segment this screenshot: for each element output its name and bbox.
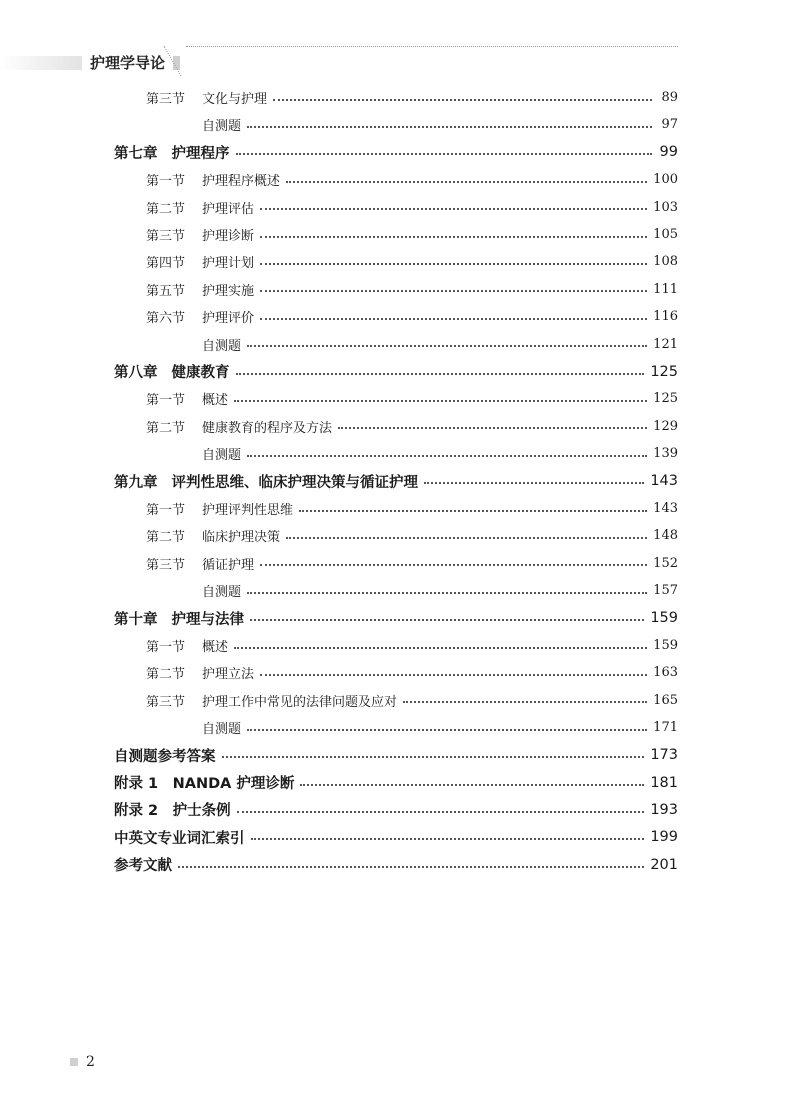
toc-dot-leader bbox=[250, 619, 644, 621]
toc-entry-page: 159 bbox=[650, 610, 678, 627]
toc-entry-number: 第三节 bbox=[146, 92, 186, 107]
toc-section-entry bbox=[0, 440, 800, 467]
book-title: 护理学导论 bbox=[82, 50, 173, 76]
toc-dot-leader bbox=[237, 811, 645, 813]
toc-entry-page: 111 bbox=[653, 281, 678, 297]
footer-marker bbox=[70, 1058, 78, 1066]
toc-entry-page: 143 bbox=[650, 473, 678, 490]
toc-dot-leader bbox=[403, 701, 647, 703]
toc-entry-number: 第七章 bbox=[114, 145, 158, 162]
toc-section-entry bbox=[0, 687, 800, 714]
toc-dot-leader bbox=[260, 290, 647, 292]
running-header bbox=[0, 40, 800, 80]
toc-section-entry bbox=[0, 166, 800, 193]
toc-entry-page: 171 bbox=[653, 720, 678, 736]
toc-entry-title: 循证护理 bbox=[202, 557, 255, 573]
toc-dot-leader bbox=[247, 345, 647, 347]
toc-entry-title: 自测题 bbox=[202, 119, 242, 135]
toc-entry-page: 148 bbox=[653, 528, 678, 544]
toc-entry-title: 自测题 bbox=[202, 338, 242, 354]
toc-chapter-entry bbox=[0, 358, 800, 385]
toc-section-entry bbox=[0, 714, 800, 741]
toc-entry-title: 评判性思维、临床护理决策与循证护理 bbox=[171, 474, 418, 491]
toc-entry-page: 181 bbox=[650, 774, 678, 791]
toc-chapter-entry bbox=[0, 139, 800, 166]
toc-entry-number: 第一节 bbox=[146, 640, 186, 655]
toc-entry-page: 129 bbox=[653, 418, 678, 434]
toc-section-entry bbox=[0, 577, 800, 604]
toc-entry-title: 附录 2 护士条例 bbox=[114, 803, 231, 820]
toc-entry-page: 152 bbox=[653, 555, 678, 571]
toc-entry-title: 临床护理决策 bbox=[202, 530, 281, 546]
toc-backmatter-entry bbox=[0, 796, 800, 823]
toc-section-entry bbox=[0, 248, 800, 275]
toc-dot-leader bbox=[338, 427, 647, 429]
toc-entry-title: 护理评价 bbox=[202, 311, 255, 327]
toc-section-entry bbox=[0, 194, 800, 221]
toc-entry-title: 护理实施 bbox=[202, 283, 255, 299]
toc-section-entry bbox=[0, 632, 800, 659]
toc-chapter-entry bbox=[0, 605, 800, 632]
toc-section-entry bbox=[0, 385, 800, 412]
toc-dot-leader bbox=[424, 482, 644, 484]
toc-section-entry bbox=[0, 84, 800, 111]
toc-dot-leader bbox=[260, 674, 647, 676]
toc-dot-leader bbox=[247, 126, 652, 128]
toc-entry-title: 文化与护理 bbox=[202, 92, 268, 107]
toc-dot-leader bbox=[247, 592, 647, 594]
toc-entry-number: 第六节 bbox=[146, 311, 186, 327]
toc-entry-page: 139 bbox=[653, 446, 678, 462]
toc-backmatter-entry bbox=[0, 851, 800, 878]
toc-entry-page: 121 bbox=[653, 336, 678, 352]
toc-dot-leader bbox=[286, 181, 647, 183]
toc-dot-leader bbox=[300, 784, 644, 786]
toc-entry-title: 护理诊断 bbox=[202, 229, 255, 244]
toc-entry-title: 护理计划 bbox=[202, 256, 255, 272]
toc-section-entry bbox=[0, 659, 800, 686]
toc-chapter-entry bbox=[0, 468, 800, 495]
toc-dot-leader bbox=[260, 236, 647, 238]
toc-entry-number: 第九章 bbox=[114, 474, 158, 491]
toc-dot-leader bbox=[178, 866, 644, 868]
toc-entry-page: 165 bbox=[653, 692, 678, 708]
toc-dot-leader bbox=[234, 400, 647, 402]
toc-dot-leader bbox=[299, 510, 647, 512]
page-number: 2 bbox=[86, 1054, 95, 1070]
toc-entry-page: 99 bbox=[659, 144, 678, 161]
toc-entry-page: 199 bbox=[650, 829, 678, 846]
toc-entry-page: 159 bbox=[653, 638, 678, 653]
toc-entry-number: 第一节 bbox=[146, 503, 186, 518]
toc-section-entry bbox=[0, 522, 800, 549]
toc-entry-page: 116 bbox=[653, 309, 678, 325]
toc-entry-page: 89 bbox=[661, 90, 678, 105]
toc-dot-leader bbox=[260, 208, 647, 210]
toc-entry-page: 157 bbox=[653, 583, 678, 599]
toc-section-entry bbox=[0, 303, 800, 330]
toc-dot-leader bbox=[260, 318, 647, 320]
page-footer bbox=[70, 1052, 95, 1072]
toc-dot-leader bbox=[260, 564, 647, 566]
toc-dot-leader bbox=[236, 373, 645, 375]
toc-dot-leader bbox=[236, 153, 653, 155]
toc-entry-number: 第三节 bbox=[146, 694, 186, 710]
toc-entry-title: 自测题 bbox=[202, 585, 242, 601]
toc-entry-number: 第三节 bbox=[146, 229, 186, 244]
toc-dot-leader bbox=[247, 455, 647, 457]
toc-entry-number: 第十章 bbox=[114, 611, 158, 628]
toc-entry-title: 护理评估 bbox=[202, 201, 255, 217]
toc-section-entry bbox=[0, 331, 800, 358]
toc-dot-leader bbox=[260, 263, 647, 265]
toc-entry-title: 自测题参考答案 bbox=[114, 748, 216, 765]
toc-entry-number: 第二节 bbox=[146, 420, 186, 436]
toc-entry-number: 第三节 bbox=[146, 557, 186, 573]
toc-section-entry bbox=[0, 221, 800, 248]
toc-dot-leader bbox=[251, 838, 645, 840]
toc-entry-title: 自测题 bbox=[202, 722, 242, 738]
toc-entry-number: 第四节 bbox=[146, 256, 186, 272]
toc-dot-leader bbox=[234, 647, 647, 649]
toc-entry-page: 173 bbox=[650, 747, 678, 764]
toc-entry-title: 护理与法律 bbox=[171, 611, 244, 628]
toc-entry-title: 护理程序概述 bbox=[202, 174, 281, 190]
toc-entry-page: 193 bbox=[650, 801, 678, 818]
toc-entry-title: 自测题 bbox=[202, 448, 242, 464]
toc-dot-leader bbox=[247, 729, 647, 731]
toc-entry-title: 参考文献 bbox=[114, 858, 172, 875]
toc-entry-title: 护理立法 bbox=[202, 667, 255, 683]
toc-entry-page: 97 bbox=[661, 117, 678, 133]
toc-entry-page: 125 bbox=[650, 363, 678, 380]
toc-entry-number: 第一节 bbox=[146, 174, 186, 190]
toc-entry-page: 108 bbox=[653, 254, 678, 270]
toc-dot-leader bbox=[273, 99, 652, 101]
toc-entry-title: 护理程序 bbox=[171, 145, 230, 162]
toc-entry-title: 附录 1 NANDA 护理诊断 bbox=[114, 776, 295, 792]
toc-entry-page: 105 bbox=[653, 227, 678, 242]
toc-entry-page: 100 bbox=[653, 172, 678, 188]
toc-entry-page: 163 bbox=[653, 665, 678, 681]
toc-entry-number: 第一节 bbox=[146, 393, 186, 409]
toc-entry-page: 201 bbox=[650, 856, 678, 873]
toc-section-entry bbox=[0, 413, 800, 440]
toc-entry-title: 中英文专业词汇索引 bbox=[114, 830, 245, 847]
toc-backmatter-entry bbox=[0, 769, 800, 796]
toc-entry-title: 护理工作中常见的法律问题及应对 bbox=[202, 694, 398, 710]
toc-entry-page: 125 bbox=[653, 391, 678, 407]
toc-entry-number: 第二节 bbox=[146, 530, 186, 546]
toc-section-entry bbox=[0, 495, 800, 522]
header-dotted-rule bbox=[186, 46, 678, 47]
toc-entry-title: 健康教育的程序及方法 bbox=[202, 420, 333, 436]
toc-entry-title: 概述 bbox=[202, 640, 229, 655]
toc-section-entry bbox=[0, 111, 800, 138]
toc-backmatter-entry bbox=[0, 742, 800, 769]
toc-entry-page: 143 bbox=[653, 501, 678, 516]
toc-entry-title: 健康教育 bbox=[171, 365, 230, 381]
toc-entry-page: 103 bbox=[653, 199, 678, 215]
toc-entry-title: 概述 bbox=[202, 393, 229, 409]
toc-entry-number: 第八章 bbox=[114, 365, 158, 381]
toc-backmatter-entry bbox=[0, 824, 800, 851]
toc-entry-title: 护理评判性思维 bbox=[202, 503, 294, 518]
toc-dot-leader bbox=[286, 537, 647, 539]
toc-section-entry bbox=[0, 550, 800, 577]
toc-entry-number: 第五节 bbox=[146, 283, 186, 299]
toc-entry-number: 第二节 bbox=[146, 667, 186, 683]
toc-dot-leader bbox=[222, 756, 645, 758]
toc-section-entry bbox=[0, 276, 800, 303]
toc-entry-number: 第二节 bbox=[146, 201, 186, 217]
